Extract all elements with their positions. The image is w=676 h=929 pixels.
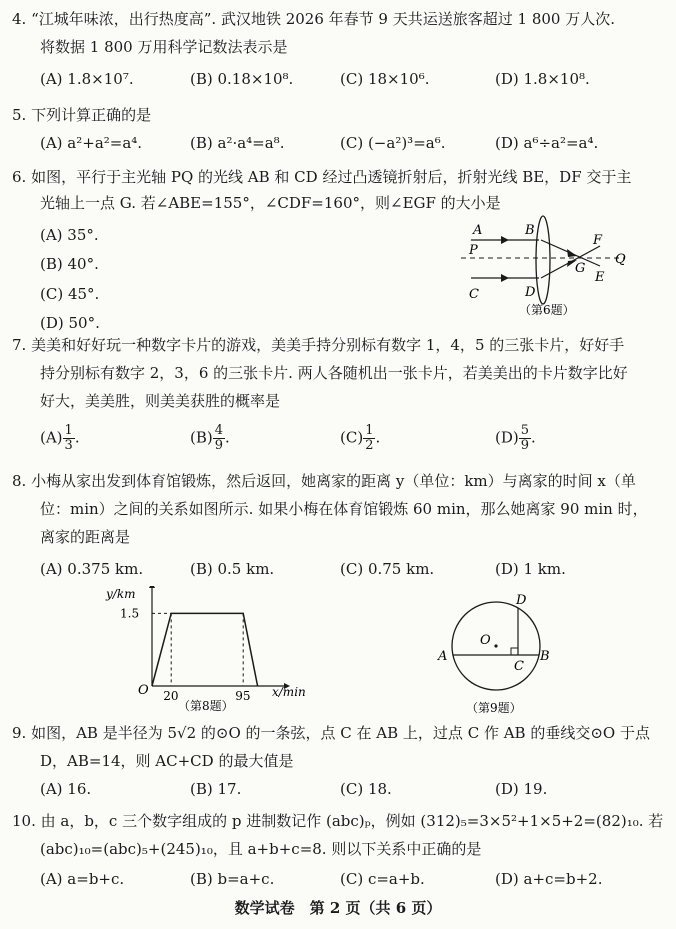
q8-stem-line3: 离家的距离是: [40, 528, 131, 546]
q5-option-d: (D) a⁶÷a²=a⁴.: [495, 134, 599, 152]
q9-option-d: (D) 19.: [495, 780, 548, 798]
arrow-cd-icon: [501, 274, 509, 282]
q7-a-numerator: 1: [64, 423, 73, 438]
center-point: [494, 644, 497, 647]
chart-series-line: [152, 613, 258, 686]
chart-title: （第8题）: [178, 699, 234, 713]
q8-option-a: (A) 0.375 km.: [40, 560, 144, 578]
q8-option-c: (C) 0.75 km.: [340, 560, 435, 578]
label-f: F: [593, 233, 603, 248]
label-c: C: [469, 287, 479, 302]
q6-option-c: (C) 45°.: [40, 285, 100, 303]
q9-option-b: (B) 17.: [190, 780, 242, 798]
lens-diagram: [455, 214, 645, 326]
q7-option-d: (D) $\frac{5}{9}$ .: [495, 423, 536, 453]
label-b: B: [525, 223, 535, 238]
label-g: G: [575, 261, 586, 276]
label-a-circle: A: [438, 649, 448, 664]
q10-option-b: (B) b=a+c.: [190, 870, 275, 888]
q7-option-b-label: (B): [190, 428, 213, 447]
q8-option-d: (D) 1 km.: [495, 560, 566, 578]
figure-6-caption: （第6题）: [519, 303, 575, 317]
q7-option-a: (A) $\frac{1}{3}$ .: [40, 423, 80, 453]
q7-option-b-fraction: [213, 424, 225, 453]
convex-lens: [536, 216, 550, 304]
q7-stem-line2: 持分别标有数字 2，3，6 的三张卡片. 两人各随机出一张卡片，若美美出的卡片数字比好: [40, 364, 628, 382]
q8-stem-line2: 位：min）之间的关系如图所示. 如果小梅在体育馆锻炼 60 min，那么她离家 90 min 时，: [40, 500, 648, 518]
q7-option-c: (C) $\frac{1}{2}$ .: [340, 423, 381, 453]
q6-stem-line2: 光轴上一点 G. 若∠ABE=155°，∠CDF=160°，则∠EGF 的大小是: [40, 194, 501, 212]
q7-option-b: (B) $\frac{4}{9}$ .: [190, 423, 230, 453]
q4-option-c: (C) 18×10⁶.: [340, 70, 430, 88]
label-o: O: [480, 633, 491, 648]
q7-a-denominator: 3: [64, 438, 73, 453]
chart-origin-label: O: [138, 683, 149, 698]
q9-stem-line2: D，AB=14，则 AC+CD 的最大值是: [40, 752, 294, 770]
label-c-circle: C: [514, 659, 524, 674]
q7-stem-line1: 7. 美美和好好玩一种数字卡片的游戏，美美手持分别标有数字 1，4，5 的三张卡片，好好手: [12, 336, 625, 354]
q5-option-b: (B) a²·a⁴=a⁸.: [190, 134, 285, 152]
right-angle-mark: [511, 648, 518, 655]
q7-option-d-label: (D): [495, 428, 519, 447]
chart-y-tick-label: 1.5: [120, 606, 140, 621]
q4-option-d: (D) 1.8×10⁸.: [495, 70, 590, 88]
q8-option-b: (B) 0.5 km.: [190, 560, 275, 578]
q8-stem-line1: 8. 小梅从家出发到体育馆锻炼，然后返回，她离家的距离 y（单位：km）与离家的时间 x（单: [12, 472, 636, 490]
q6-stem-line1: 6. 如图，平行于主光轴 PQ 的光线 AB 和 CD 经过凸透镜折射后，折射光线 BE，DF 交于主: [12, 168, 632, 186]
q6-option-b: (B) 40°.: [40, 255, 99, 273]
q6-option-d: (D) 50°.: [40, 314, 100, 332]
label-a: A: [473, 223, 483, 238]
arrow-ab-icon: [501, 236, 509, 244]
q5-stem: 5. 下列计算正确的是: [12, 106, 152, 124]
q7-option-a-label: (A): [40, 428, 63, 447]
chart-x-tick-label: 20: [163, 689, 179, 703]
q7-d-numerator: 5: [520, 423, 530, 438]
q7-option-a-fraction: [63, 424, 75, 453]
q7-stem-line3: 好大，美美胜，则美美获胜的概率是: [40, 392, 281, 410]
page-footer: 数学试卷 第 2 页（共 6 页）: [234, 899, 442, 917]
figure-9-caption: （第9题）: [466, 701, 522, 715]
q7-c-denominator: 2: [365, 438, 374, 453]
q4-stem-line1: 4. “江城年味浓，出行热度高”. 武汉地铁 2026 年春节 9 天共运送旅客超过 1 800 万人次.: [12, 10, 615, 28]
arrow-be-icon: [567, 249, 577, 257]
label-e: E: [595, 270, 605, 285]
chart-y-arrow-icon: [149, 586, 155, 588]
chart-x-tick-label: 95: [235, 689, 251, 703]
q7-b-denominator: 9: [214, 438, 224, 453]
q5-option-a: (A) a²+a²=a⁴.: [40, 134, 143, 152]
label-b-circle: B: [540, 649, 550, 664]
q4-stem-line2: 将数据 1 800 万用科学记数法表示是: [40, 38, 288, 56]
q7-c-numerator: 1: [365, 423, 374, 438]
q10-option-c: (C) c=a+b.: [340, 870, 425, 888]
q6-option-a: (A) 35°.: [40, 226, 99, 244]
label-p: P: [469, 243, 478, 258]
q4-option-b: (B) 0.18×10⁸.: [190, 70, 294, 88]
q7-option-c-label: (C): [340, 428, 364, 447]
q10-stem-line2: (abc)₁₀=(abc)₅+(245)₁₀，且 a+b+c=8. 则以下关系中正确的是: [40, 840, 482, 858]
q5-option-c: (C) (−a²)³=a⁶.: [340, 134, 446, 152]
circle-diagram: [430, 588, 570, 718]
q10-option-a: (A) a=b+c.: [40, 870, 125, 888]
chart-x-axis-label: x/min: [272, 685, 306, 699]
label-d: D: [525, 285, 536, 300]
q10-stem-line1: 10. 由 a，b，c 三个数字组成的 p 进制数记作 (abc)ₚ，例如 (312)₅=3×5²+1×5+2=(82)₁₀. 若: [12, 812, 664, 830]
label-d-circle: D: [516, 593, 527, 608]
q9-option-c: (C) 18.: [340, 780, 392, 798]
q9-stem-line1: 9. 如图，AB 是半径为 5√2 的⊙O 的一条弦，点 C 在 AB 上，过点 C 作 AB 的垂线交⊙O 于点: [12, 724, 650, 742]
q7-option-c-fraction: [363, 424, 375, 453]
q7-option-d-fraction: [519, 424, 531, 453]
q4-option-a: (A) 1.8×10⁷.: [40, 70, 134, 88]
q10-option-d: (D) a+c=b+2.: [495, 870, 603, 888]
q9-option-a: (A) 16.: [40, 780, 92, 798]
chart-y-axis-label: y/km: [106, 587, 136, 601]
q7-b-numerator: 4: [214, 423, 224, 438]
label-q: Q: [615, 252, 626, 267]
distance-time-chart: [100, 586, 320, 716]
q7-d-denominator: 9: [520, 438, 530, 453]
